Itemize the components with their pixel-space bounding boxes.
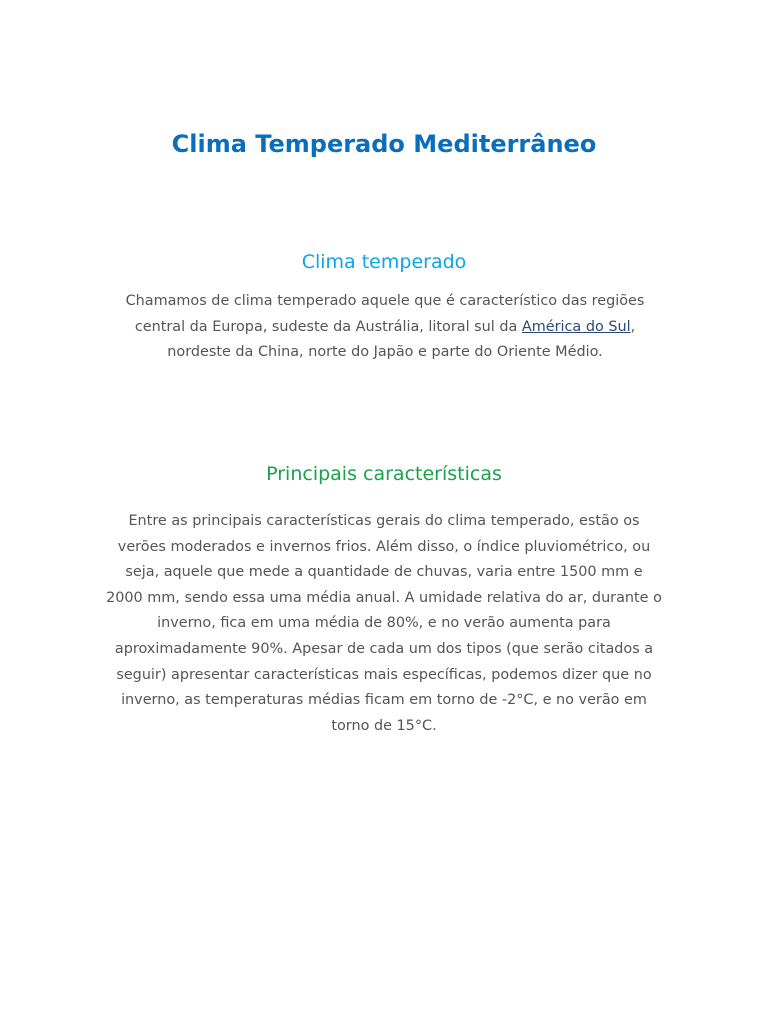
section-heading-principais-caracteristicas: Principais características [266,463,502,485]
paragraph-principais-caracteristicas: Entre as principais características gerais do clima temperado, estão os verões moderados e invernos frios. Além disso, o índice pluviométrico, ou seja, aquele que mede a quantidade de chuvas, varia entre 1500 mm e 2000 mm, sendo essa uma média anual. A umidade relativa do ar, durante o inverno, fica em uma média de 80%, e no verão aumenta para aproximadamente 90%. Apesar de cada um dos tipos (que serão citados a seguir) apresentar características mais específicas, podemos dizer que no inverno, as temperaturas médias ficam em torno de -2°C, e no verão em torno de 15°C. [106,513,662,734]
paragraph-clima-temperado [112,289,658,366]
link-america-do-sul[interactable]: América do Sul [521,318,631,335]
paragraph-text-before-link: Chamamos de clima temperado aquele que é característico das regiões central da Europa, sudeste da Austrália, litoral sul da [125,293,645,335]
section-heading-clima-temperado: Clima temperado [301,251,467,273]
page-title: Clima Temperado Mediterrâneo [171,130,597,158]
paragraph-text-after-link: , nordeste da China, norte do Japão e parte do Oriente Médio. [167,318,636,361]
